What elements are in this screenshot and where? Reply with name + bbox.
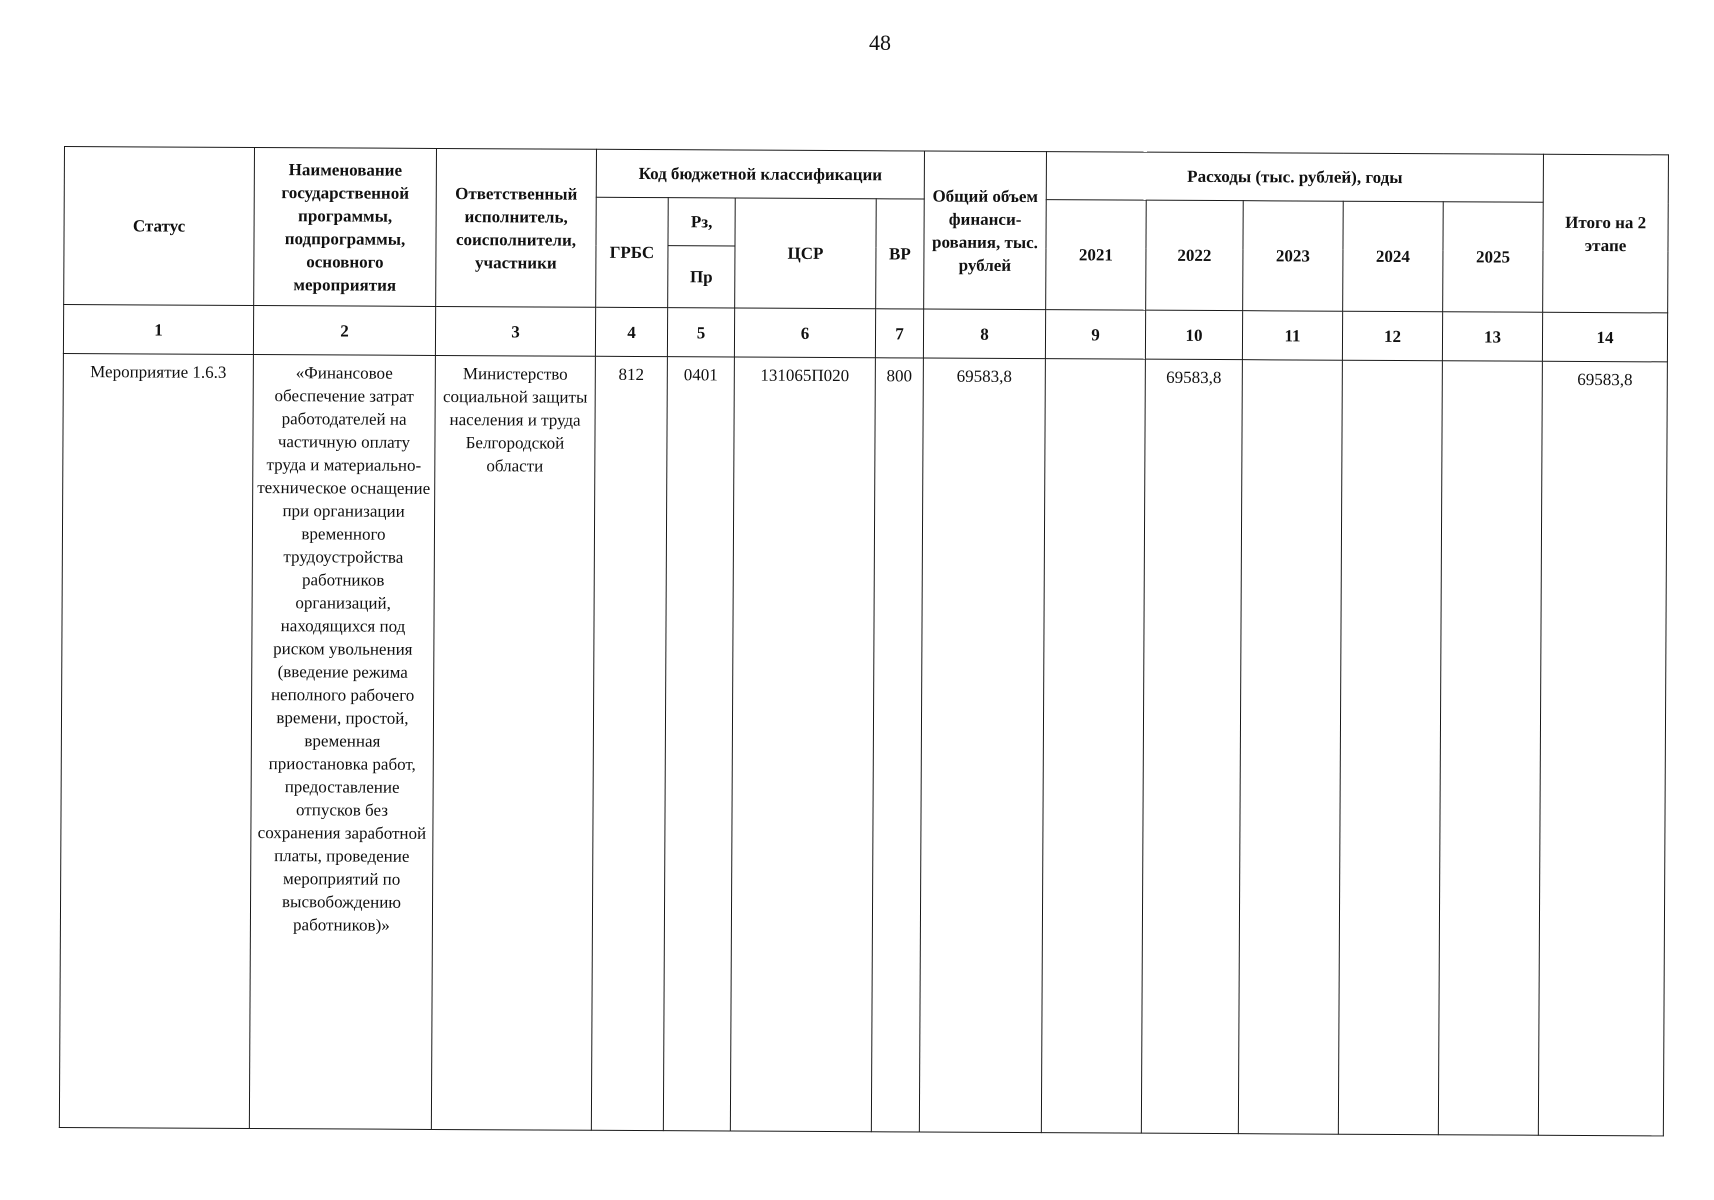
cell-csr: 131065П020 [730,357,875,1132]
header-year-2021: 2021 [1046,200,1147,311]
header-stage-total: Итого на 2 этапе [1543,154,1669,313]
column-number: 8 [923,309,1045,359]
header-vr: ВР [876,199,925,309]
column-number: 11 [1242,311,1342,361]
header-year-2022: 2022 [1146,200,1244,311]
cell-year-2024 [1338,360,1442,1135]
header-executor: Ответственный исполнитель, соисполнители, участники [436,148,597,307]
cell-executor: Министерство социальной защиты населения и труда Белгородской области [431,355,595,1130]
header-year-2024: 2024 [1343,201,1444,312]
column-number: 10 [1145,310,1242,360]
header-status: Статус [64,147,255,306]
column-number: 1 [63,305,253,355]
cell-grbs: 812 [591,356,667,1130]
page-number: 48 [869,30,891,55]
column-number-row [63,305,1667,362]
column-number: 3 [435,306,595,356]
cell-year-2025 [1438,361,1542,1136]
column-number: 14 [1542,312,1667,362]
column-number: 2 [253,305,435,355]
column-number: 12 [1342,311,1442,361]
column-number: 6 [734,308,875,358]
budget-table [59,146,1669,1136]
header-csr: ЦСР [735,198,877,309]
header-year-2025: 2025 [1443,202,1544,313]
header-pr: Пр [668,246,735,308]
header-expenses: Расходы (тыс. рублей), годы [1046,152,1543,203]
cell-stage-total: 69583,8 [1538,361,1667,1136]
column-number: 4 [595,307,667,356]
column-number: 7 [875,309,923,358]
header-total-volume: Общий объем финанси-рования, тыс. рублей [924,151,1047,310]
column-number: 5 [667,308,734,357]
cell-vr: 800 [871,358,923,1132]
cell-status: Мероприятие 1.6.3 [59,353,253,1128]
cell-name: «Финансовое обеспечение затрат работодателей на частичную оплату труда и материально-техническое оснащение при организации временного трудоустройства работников организаций, находящихся под риском увольнения (введение режима неполного рабочего времени, простой, временная приостановка работ, предоставление отпусков без сохранения заработной платы, проведение мероприятий по высвобождению работников)» [249,354,435,1129]
header-budget-code: Код бюджетной классификации [596,149,924,199]
cell-year-2021 [1041,359,1145,1134]
cell-year-2023 [1238,360,1342,1135]
header-name: Наименование государственной программы, подпрограммы, основного мероприятия [254,147,437,306]
header-year-2023: 2023 [1243,201,1344,312]
cell-total: 69583,8 [919,358,1045,1133]
cell-year-2022: 69583,8 [1141,359,1242,1133]
header-grbs: ГРБС [596,197,669,307]
column-number: 13 [1442,312,1542,362]
header-rz: Рз, [668,198,735,246]
cell-rzpr: 0401 [663,357,734,1131]
table-row [59,353,1667,1135]
column-number: 9 [1045,310,1145,360]
